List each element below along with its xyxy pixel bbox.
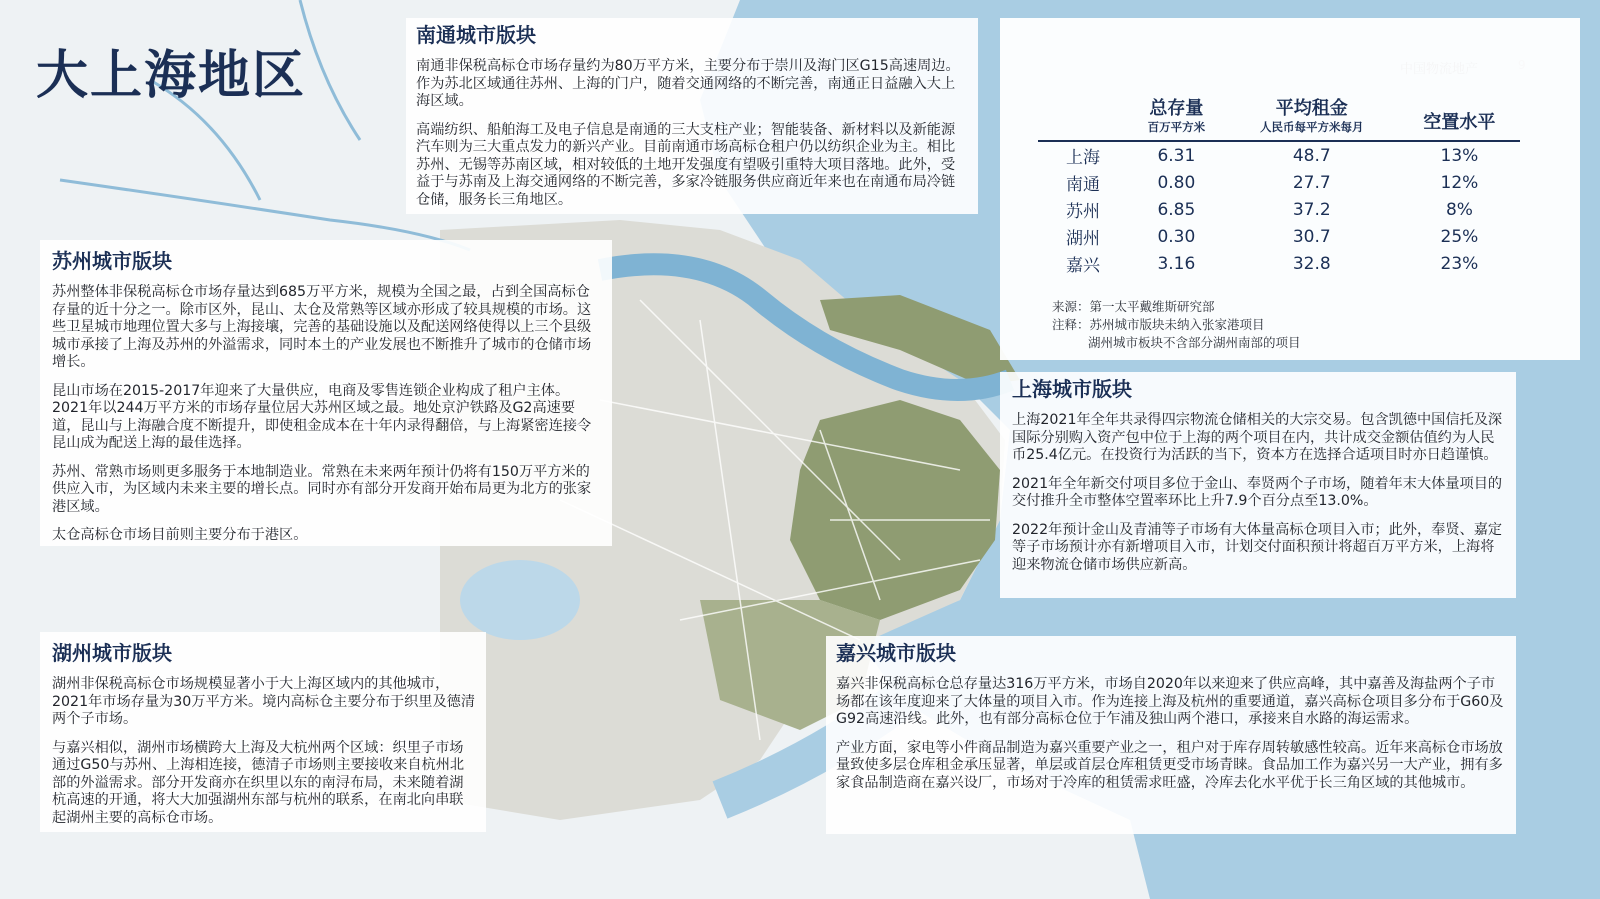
table-header-rent [1225,98,1399,141]
nantong-heading: 南通城市版块 [416,23,536,47]
table-row [1038,141,1520,169]
stock-cell: 0.80 [1157,172,1196,193]
table-header-row [1038,98,1520,141]
vacancy-cell: 25% [1440,226,1479,247]
stock-cell: 6.85 [1157,199,1196,220]
stock-cell: 0.30 [1157,226,1196,247]
huzhou-heading: 湖州城市版块 [52,641,172,665]
stock-unit: 百万平方米 [1147,120,1206,134]
jiaxing-heading: 嘉兴城市版块 [836,641,956,665]
city-cell: 南通 [1066,175,1100,195]
table-row [1038,250,1520,277]
vacancy-cell: 12% [1440,172,1479,193]
jiaxing-panel [826,636,1516,834]
table-header-stock [1128,98,1225,141]
table-row [1038,196,1520,223]
suzhou-paragraph: 昆山市场在2015-2017年迎来了大量供应，电商及零售连锁企业构成了租户主体。2021年以244万平方米的市场存量位居大苏州区域之最。地处京沪铁路及G2高速要道，昆山与上海融合度不断提升，即使租金成本在十年内录得翻倍，与上海紧密连接令昆山成为配送上海的最佳选择。 [52,382,592,451]
suzhou-paragraph: 苏州整体非保税高标仓市场存量达到685万平方米，规模为全国之最，占到全国高标仓存量的近十分之一。除市区外，昆山、太仓及常熟等区域亦形成了较具规模的市场。这些卫星城市地理位置大多与上海接壤，完善的基础设施以及配送网络使得以上三个县级城市承接了上海及苏州的外溢需求，同时本土的产业发展也不断推升了城市的仓储市场增长。 [52,284,592,370]
city-cell: 嘉兴 [1066,256,1100,276]
huzhou-paragraph: 湖州非保税高标仓市场规模显著小于大上海区域内的其他城市，2021年市场存量为30万平方米。境内高标仓主要分布于织里及德清两个子市场。 [52,676,476,727]
rent-cell: 37.2 [1292,199,1331,220]
page-title: 大上海地区 [36,46,307,106]
city-cell: 上海 [1066,148,1100,168]
nantong-paragraph: 高端纺织、船舶海工及电子信息是南通的三大支柱产业；智能装备、新材料以及新能源汽车则为三大重点发力的新兴产业。目前南通市场高标仓租户仍以纺织企业为主。相比苏州、无锡等苏南区域，相对较低的土地开发强度有望吸引重特大项目落地。此外，受益于与苏南及上海交通网络的不断完善，多家冷链服务供应商近年来也在南通布局冷链仓储，服务长三角地区。 [416,121,956,208]
rent-cell: 32.8 [1292,253,1331,274]
city-cell: 苏州 [1066,202,1100,222]
rent-unit: 人民币每平方米每月 [1260,120,1364,134]
huzhou-panel [40,632,486,832]
rent-cell: 27.7 [1292,172,1331,193]
jiaxing-paragraph: 嘉兴非保税高标仓总存量达316万平方米，市场自2020年以来迎来了供应高峰，其中嘉善及海盐两个子市场都在该年度迎来了大体量的项目入市。作为连接上海及杭州的重要通道，嘉兴高标仓项目多分布于G60及G92高速沿线。此外，也有部分高标仓位于乍浦及独山两个港口，承接来自水路的海运需求。 [836,676,1504,727]
shanghai-paragraph: 2021年全年新交付项目多位于金山、奉贤两个子市场，随着年末大体量项目的交付推升全市整体空置率环比上升7.9个百分点至13.0%。 [1012,475,1503,509]
table-row [1038,223,1520,250]
nantong-panel [406,18,978,214]
table-row [1038,169,1520,196]
rent-cell: 48.7 [1292,145,1331,166]
suzhou-panel [40,240,612,546]
shanghai-panel [1000,372,1516,598]
shanghai-paragraph: 2022年预计金山及青浦等子市场有大体量高标仓项目入市；此外，奉贤、嘉定等子市场预计亦有新增项目入市，计划交付面积预计将超百万平方米，上海将迎来物流仓储市场供应新高。 [1012,521,1503,573]
footnote: 湖州城市板块不含部分湖州南部的项目 [1088,335,1301,350]
vacancy-cell: 13% [1440,145,1479,166]
city-cell: 湖州 [1066,229,1100,249]
table-notes [1052,298,1301,352]
shanghai-heading: 上海城市版块 [1012,377,1132,401]
source-note: 来源：第一太平戴维斯研究部 [1052,299,1215,314]
suzhou-paragraph: 苏州、常熟市场则更多服务于本地制造业。常熟在未来两年预计仍将有150万平方米的供应入市，为区域内未来主要的增长点。同时亦有部分开发商开始布局更为北方的张家港区域。 [52,463,592,515]
taihu-lake [460,560,580,640]
jiaxing-paragraph: 产业方面，家电等小件商品制造为嘉兴重要产业之一，租户对于库存周转敏感性较高。近年来高标仓市场放量致使多层仓库租金承压显著，单层或首层仓库租赁更受市场青睐。食品加工作为嘉兴另一大产业，拥有多家食品制造商在嘉兴设厂，市场对于冷库的租赁需求旺盛，冷库去化水平优于长三角区域的其他城市。 [836,739,1503,791]
vacancy-cell: 8% [1445,199,1473,220]
rent-title: 平均租金 [1275,98,1348,119]
vacancy-title: 空置水平 [1423,112,1496,133]
vacancy-cell: 23% [1440,253,1479,274]
suzhou-paragraph: 太仓高标仓市场目前则主要分布于港区。 [52,527,308,543]
nantong-paragraph: 南通非保税高标仓市场存量约为80万平方米，主要分布于崇川及海门区G15高速周边。作为苏北区域通往苏州、上海的门户，随着交通网络的不断完善，南通正日益融入大上海区域。 [416,58,960,109]
stats-table [1038,98,1520,277]
suzhou-heading: 苏州城市版块 [52,249,172,273]
footnote: 注释：苏州城市版块未纳入张家港项目 [1052,317,1265,332]
huzhou-paragraph: 与嘉兴相似，湖州市场横跨大上海及大杭州两个区域：织里子市场通过G50与苏州、上海相连接，德清子市场则主要接收来自杭州北部的外溢需求。部分开发商亦在织里以东的南浔布局，未来随着湖杭高速的开通，将大大加强湖州东部与杭州的联系，在南北向串联起湖州主要的高标仓市场。 [52,739,465,826]
stock-cell: 6.31 [1157,145,1196,166]
stock-cell: 3.16 [1157,253,1196,274]
table-header-vacancy [1399,98,1520,141]
table-header-city [1038,98,1128,141]
stock-title: 总存量 [1149,98,1204,119]
shanghai-paragraph: 上海2021年全年共录得四宗物流仓储相关的大宗交易。包含凯德中国信托及深国际分别购入资产包中位于上海的两个项目在内，共计成交金额估值约为人民币25.4亿元。在投资行为活跃的当下，资本方在选择合适项目时亦日趋谨慎。 [1012,412,1503,463]
rent-cell: 30.7 [1292,226,1331,247]
